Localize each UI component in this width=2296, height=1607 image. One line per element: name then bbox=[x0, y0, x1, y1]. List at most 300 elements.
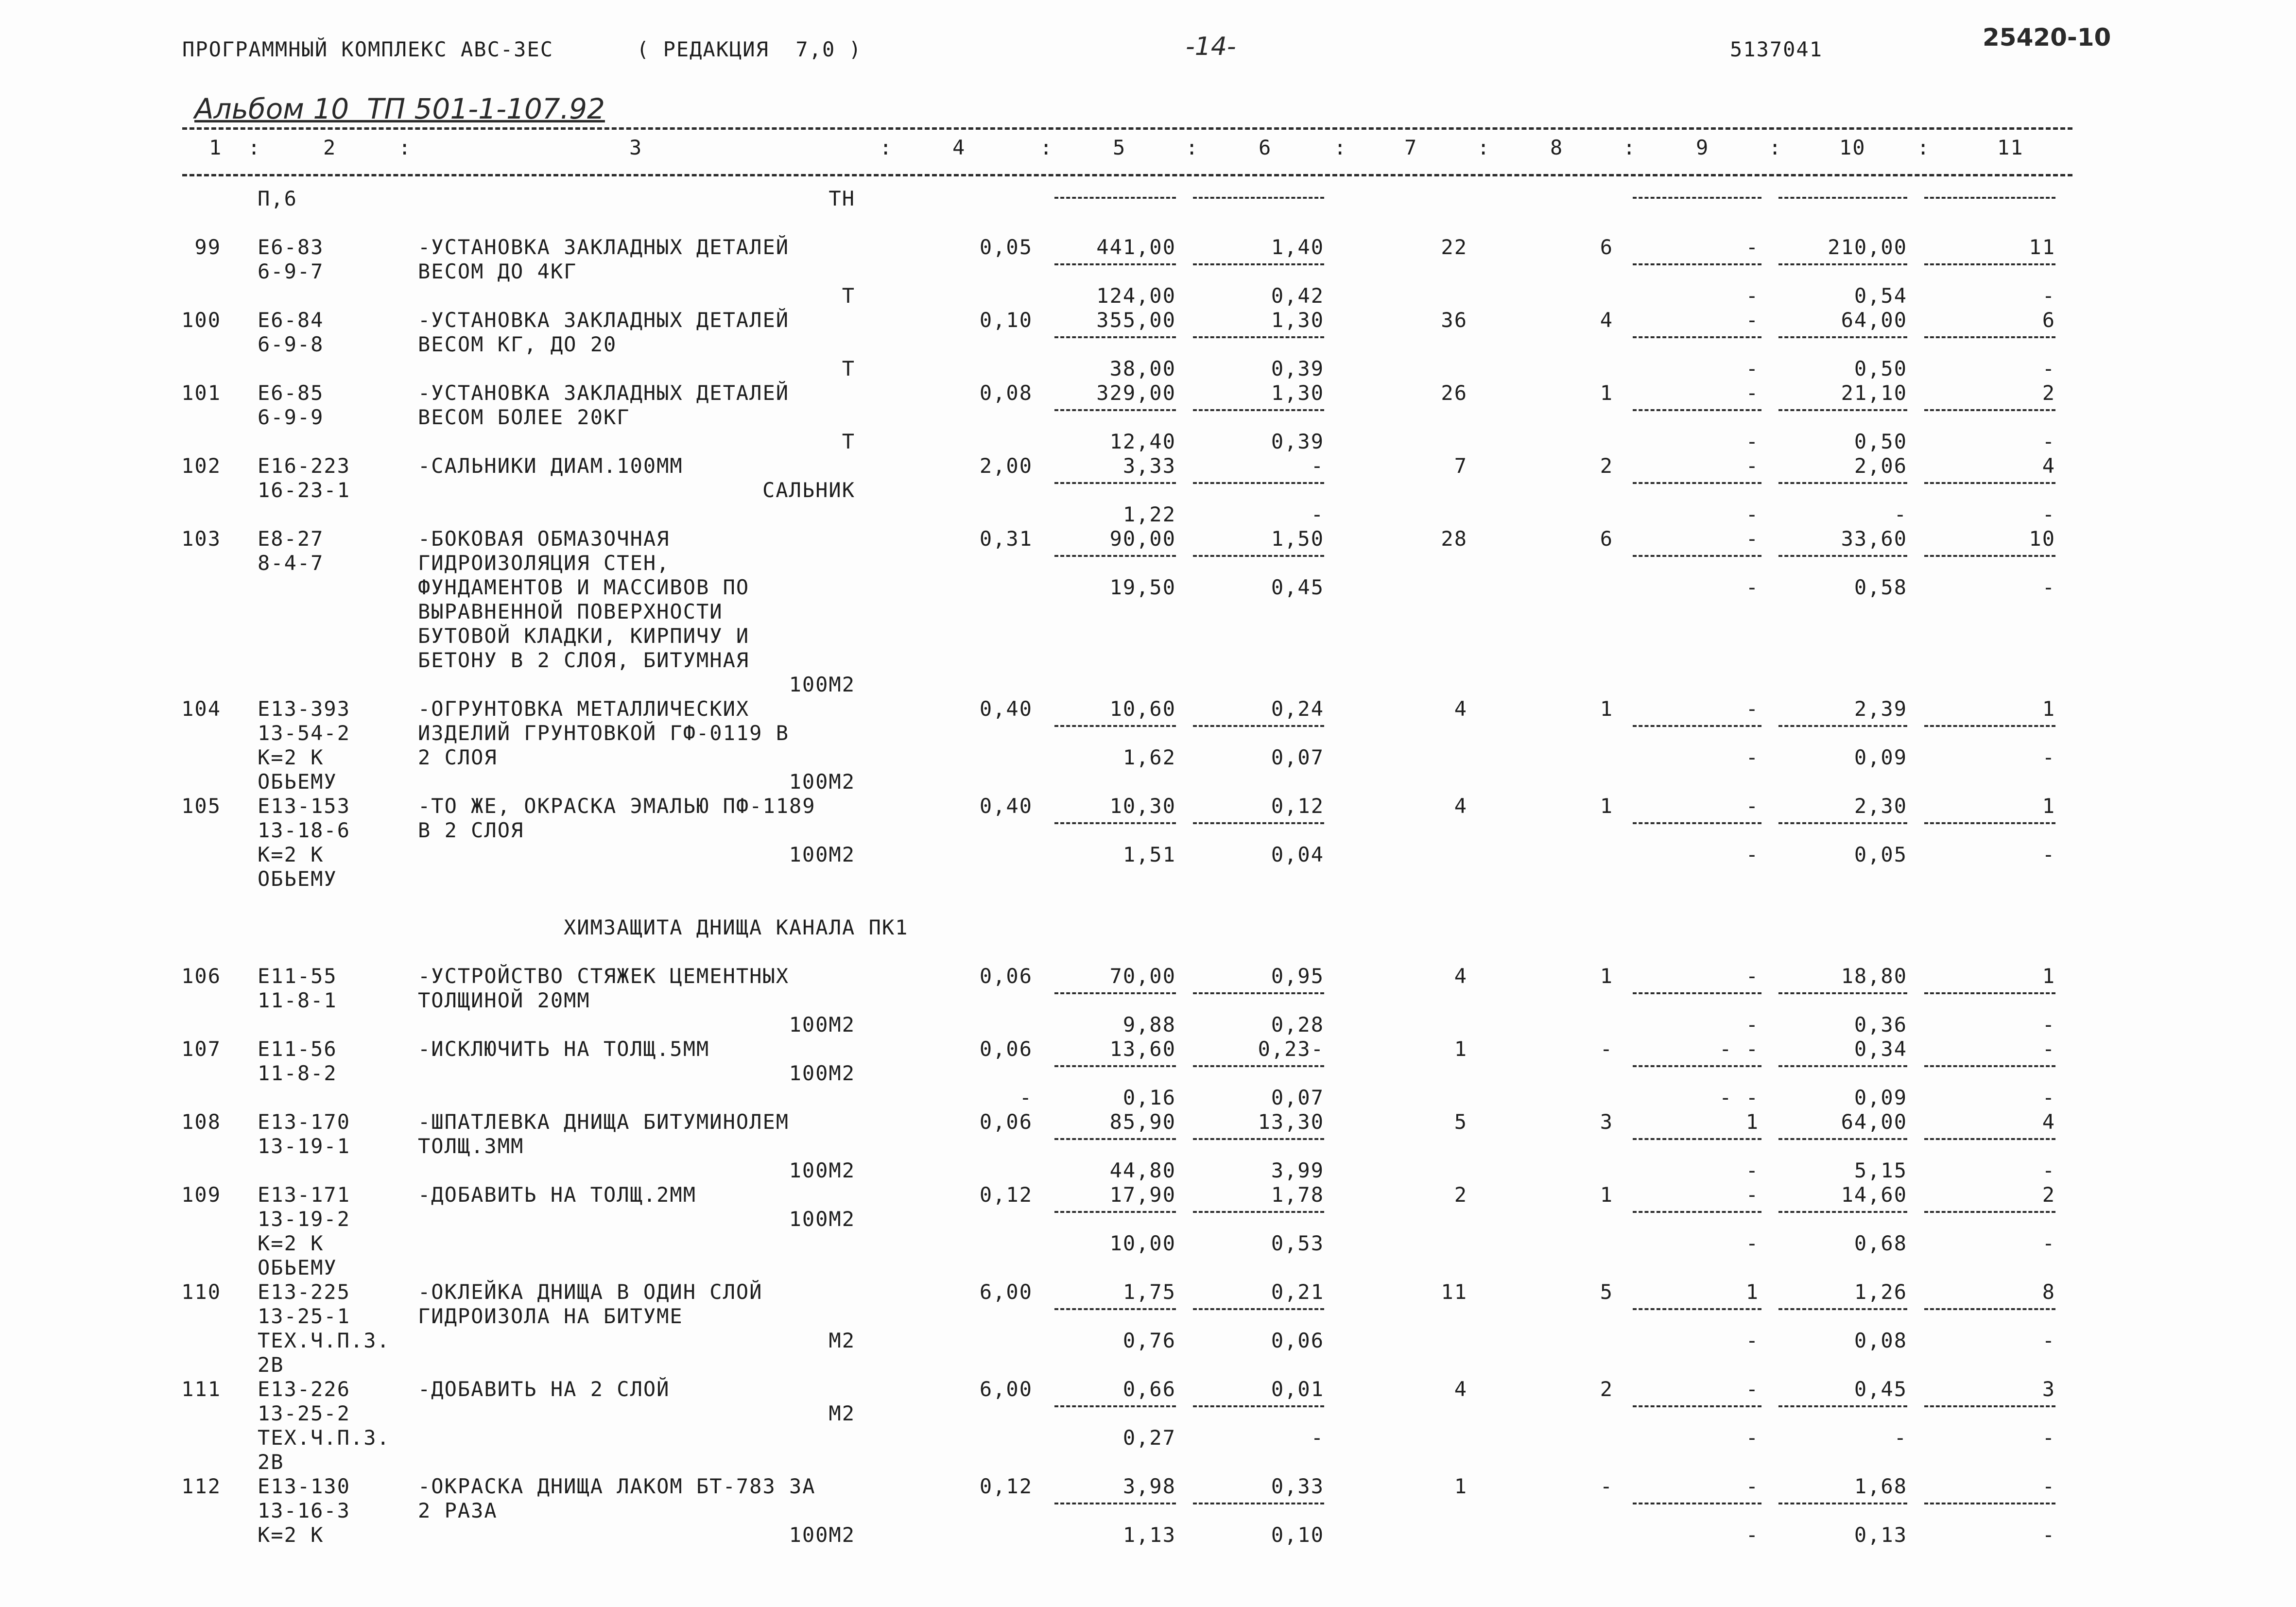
cell-c10: 14,60 bbox=[1841, 1183, 1907, 1207]
value-divider bbox=[1924, 555, 2055, 557]
cell-c9: - bbox=[1745, 843, 1759, 866]
value-divider bbox=[1633, 409, 1761, 411]
value-divider bbox=[1633, 555, 1761, 557]
cell-descr: ВЕСОМ КГ, ДО 20 bbox=[418, 332, 617, 356]
cell-c4: 0,31 bbox=[979, 527, 1033, 551]
cell-code: 11-8-1 bbox=[258, 988, 337, 1012]
cell-c5: 13,60 bbox=[1109, 1037, 1176, 1061]
cell-unit: Т bbox=[842, 284, 855, 308]
cell-descr: ГИДРОИЗОЛЯЦИЯ СТЕН, bbox=[418, 551, 670, 575]
cell-c5: 9,88 bbox=[1122, 1013, 1176, 1037]
cell-c6: 1,30 bbox=[1271, 308, 1324, 332]
cell-c11: - bbox=[2042, 843, 2055, 866]
cell-c6: 0,45 bbox=[1271, 575, 1324, 599]
cell-c10: - bbox=[1894, 502, 1907, 526]
cell-c6: 0,53 bbox=[1271, 1231, 1324, 1255]
cell-descr: -ДОБАВИТЬ НА ТОЛЩ.2ММ bbox=[418, 1183, 697, 1207]
cell-descr: -УСТАНОВКА ЗАКЛАДНЫХ ДЕТАЛЕЙ bbox=[418, 381, 790, 405]
cell-descr: 2 СЛОЯ bbox=[418, 745, 498, 769]
cell-c10: 0,09 bbox=[1854, 745, 1907, 769]
cell-c11: 1 bbox=[2042, 697, 2055, 721]
cell-code: Е13-226 bbox=[258, 1377, 351, 1401]
cell-unit: 100М2 bbox=[789, 1523, 855, 1547]
cell-c9: - bbox=[1745, 430, 1759, 453]
cell-code: 6-9-7 bbox=[258, 259, 324, 283]
cell-c7: 28 bbox=[1441, 527, 1467, 551]
cell-c11: 11 bbox=[2029, 235, 2055, 259]
cell-c11: 4 bbox=[2042, 454, 2055, 478]
cell-c10: 0,50 bbox=[1854, 357, 1907, 380]
cell-c9: - - bbox=[1719, 1037, 1759, 1061]
cell-unit: 100М2 bbox=[789, 1061, 855, 1085]
cell-c7: 4 bbox=[1454, 964, 1467, 988]
column-header-4: 4 bbox=[952, 136, 966, 159]
cell-c11: - bbox=[2042, 1013, 2055, 1037]
cell-n: 112 bbox=[181, 1474, 221, 1498]
value-divider bbox=[1054, 1503, 1176, 1504]
cell-c7: 4 bbox=[1454, 697, 1467, 721]
cell-descr: -УСТРОЙСТВО СТЯЖЕК ЦЕМЕНТНЫХ bbox=[418, 964, 790, 988]
value-divider bbox=[1633, 197, 1761, 199]
cell-c7: 4 bbox=[1454, 794, 1467, 818]
cell-c5: 3,98 bbox=[1122, 1474, 1176, 1498]
cell-c5: 3,33 bbox=[1122, 454, 1176, 478]
cell-c4: 0,06 bbox=[979, 1037, 1033, 1061]
value-divider bbox=[1193, 555, 1324, 557]
cell-c6: 13,30 bbox=[1258, 1110, 1324, 1134]
cell-c10: 0,58 bbox=[1854, 575, 1907, 599]
cell-c9: - bbox=[1745, 381, 1759, 405]
cell-c4: 0,05 bbox=[979, 235, 1033, 259]
value-divider bbox=[1193, 1211, 1324, 1213]
cell-c9: - bbox=[1745, 1377, 1759, 1401]
value-divider bbox=[1193, 1405, 1324, 1407]
cell-c4: 0,08 bbox=[979, 381, 1033, 405]
cell-c5: 0,16 bbox=[1122, 1086, 1176, 1109]
cell-c5: 44,80 bbox=[1109, 1158, 1176, 1182]
cell-c11: - bbox=[2042, 1329, 2055, 1352]
value-divider bbox=[1633, 1138, 1761, 1140]
cell-c10: 2,39 bbox=[1854, 697, 1907, 721]
value-divider bbox=[1924, 992, 2055, 994]
cell-c9: - bbox=[1745, 235, 1759, 259]
column-header-8: 8 bbox=[1550, 136, 1564, 159]
cell-c9: - bbox=[1745, 1426, 1759, 1450]
cell-c9: - bbox=[1745, 1474, 1759, 1498]
cell-c10: 0,34 bbox=[1854, 1037, 1907, 1061]
cell-n: 108 bbox=[181, 1110, 221, 1134]
value-divider bbox=[1633, 263, 1761, 265]
value-divider bbox=[1778, 336, 1907, 338]
cell-c9: - bbox=[1745, 454, 1759, 478]
cell-code: Е13-170 bbox=[258, 1110, 351, 1134]
value-divider bbox=[1193, 263, 1324, 265]
cell-c10: 0,13 bbox=[1854, 1523, 1907, 1547]
cell-c10: 2,06 bbox=[1854, 454, 1907, 478]
value-divider bbox=[1054, 1308, 1176, 1310]
cell-c6: 0,39 bbox=[1271, 430, 1324, 453]
cell-unit: 100М2 bbox=[789, 1013, 855, 1037]
cell-descr: -УСТАНОВКА ЗАКЛАДНЫХ ДЕТАЛЕЙ bbox=[418, 308, 790, 332]
value-divider bbox=[1924, 409, 2055, 411]
column-header-11: 11 bbox=[1997, 136, 2024, 159]
cell-c11: 3 bbox=[2042, 1377, 2055, 1401]
cell-c10: 18,80 bbox=[1841, 964, 1907, 988]
value-divider bbox=[1054, 1405, 1176, 1407]
cell-descr: -ИСКЛЮЧИТЬ НА ТОЛЩ.5ММ bbox=[418, 1037, 710, 1061]
cell-code: Е13-393 bbox=[258, 697, 351, 721]
cell-descr: -ОГРУНТОВКА МЕТАЛЛИЧЕСКИХ bbox=[418, 697, 750, 721]
column-separator: : bbox=[1334, 136, 1347, 159]
program-title: ПРОГРАММНЫЙ КОМПЛЕКС АВС-3ЕС bbox=[182, 37, 554, 61]
cell-descr: БЕТОНУ В 2 СЛОЯ, БИТУМНАЯ bbox=[418, 648, 750, 672]
value-divider bbox=[1054, 197, 1176, 199]
value-divider bbox=[1778, 822, 1907, 824]
cell-c11: - bbox=[2042, 1037, 2055, 1061]
cell-c9: - bbox=[1745, 794, 1759, 818]
value-divider bbox=[1193, 725, 1324, 727]
cell-c11: - bbox=[2042, 1231, 2055, 1255]
value-divider bbox=[1778, 992, 1907, 994]
cell-c10: 0,09 bbox=[1854, 1086, 1907, 1109]
cell-code: П,6 bbox=[258, 187, 297, 210]
cell-unit: ТН bbox=[829, 187, 855, 210]
cell-c11: - bbox=[2042, 284, 2055, 308]
cell-descr: БУТОВОЙ КЛАДКИ, КИРПИЧУ И bbox=[418, 624, 750, 648]
value-divider bbox=[1924, 1308, 2055, 1310]
cell-code: К=2 К bbox=[258, 745, 324, 769]
cell-c5: 19,50 bbox=[1109, 575, 1176, 599]
cell-code: Е11-55 bbox=[258, 964, 337, 988]
cell-c8: - bbox=[1600, 1037, 1613, 1061]
cell-unit: 100М2 bbox=[789, 843, 855, 866]
cell-descr: ИЗДЕЛИЙ ГРУНТОВКОЙ ГФ-0119 В bbox=[418, 721, 790, 745]
cell-c5: 10,00 bbox=[1109, 1231, 1176, 1255]
value-divider bbox=[1193, 1065, 1324, 1067]
cell-code: ОБЬЕМУ bbox=[258, 770, 337, 794]
value-divider bbox=[1193, 482, 1324, 484]
cell-c8: 3 bbox=[1600, 1110, 1613, 1134]
value-divider bbox=[1924, 822, 2055, 824]
cell-code: Е6-83 bbox=[258, 235, 324, 259]
cell-n: 100 bbox=[181, 308, 221, 332]
cell-n: 102 bbox=[181, 454, 221, 478]
value-divider bbox=[1633, 1405, 1761, 1407]
cell-c8: 1 bbox=[1600, 794, 1613, 818]
cell-c8: 2 bbox=[1600, 454, 1613, 478]
cell-code: Е13-153 bbox=[258, 794, 351, 818]
cell-c7: 11 bbox=[1441, 1280, 1467, 1304]
value-divider bbox=[1778, 1308, 1907, 1310]
cell-code: 13-18-6 bbox=[258, 818, 351, 842]
cell-c5: 38,00 bbox=[1109, 357, 1176, 380]
cell-c7: 1 bbox=[1454, 1037, 1467, 1061]
value-divider bbox=[1924, 263, 2055, 265]
cell-n: 101 bbox=[181, 381, 221, 405]
cell-c9: - - bbox=[1719, 1086, 1759, 1109]
page-number: -14- bbox=[1186, 32, 1236, 61]
cell-unit: 100М2 bbox=[789, 1158, 855, 1182]
cell-c4: 0,12 bbox=[979, 1474, 1033, 1498]
value-divider bbox=[1193, 1503, 1324, 1504]
cell-c6: 1,30 bbox=[1271, 381, 1324, 405]
column-header-2: 2 bbox=[323, 136, 337, 159]
cell-c7: 5 bbox=[1454, 1110, 1467, 1134]
cell-descr: -САЛЬНИКИ ДИАМ.100ММ bbox=[418, 454, 683, 478]
cell-c9: - bbox=[1745, 697, 1759, 721]
value-divider bbox=[1633, 482, 1761, 484]
value-divider bbox=[1924, 197, 2055, 199]
value-divider bbox=[1778, 409, 1907, 411]
column-separator: : bbox=[1186, 136, 1199, 159]
value-divider bbox=[1633, 1308, 1761, 1310]
cell-c6: 0,07 bbox=[1271, 745, 1324, 769]
cell-code: 6-9-8 bbox=[258, 332, 324, 356]
cell-code: Е6-85 bbox=[258, 381, 324, 405]
cell-c9: - bbox=[1745, 1231, 1759, 1255]
cell-n: 104 bbox=[181, 697, 221, 721]
cell-descr: ТОЛЩИНОЙ 20ММ bbox=[418, 988, 590, 1012]
cell-c11: - bbox=[2042, 1158, 2055, 1182]
cell-c11: 8 bbox=[2042, 1280, 2055, 1304]
cell-code: Е16-223 bbox=[258, 454, 351, 478]
cell-c8: 1 bbox=[1600, 697, 1613, 721]
value-divider bbox=[1924, 1405, 2055, 1407]
cell-code: 13-25-2 bbox=[258, 1401, 351, 1425]
cell-c11: 2 bbox=[2042, 381, 2055, 405]
column-separator: : bbox=[398, 136, 412, 159]
cell-c6: 0,06 bbox=[1271, 1329, 1324, 1352]
value-divider bbox=[1778, 1065, 1907, 1067]
cell-unit: 100М2 bbox=[789, 1207, 855, 1231]
column-separator: : bbox=[1917, 136, 1931, 159]
cell-c10: 2,30 bbox=[1854, 794, 1907, 818]
value-divider bbox=[1193, 1138, 1324, 1140]
cell-unit: Т bbox=[842, 357, 855, 380]
cell-code: Е13-225 bbox=[258, 1280, 351, 1304]
value-divider bbox=[1633, 1503, 1761, 1504]
cell-descr: ВЕСОМ БОЛЕЕ 20КГ bbox=[418, 405, 630, 429]
cell-c10: 0,36 bbox=[1854, 1013, 1907, 1037]
cell-code: 2В bbox=[258, 1353, 284, 1377]
cell-c4: 0,40 bbox=[979, 794, 1033, 818]
column-header-6: 6 bbox=[1259, 136, 1272, 159]
cell-c9: - bbox=[1745, 1329, 1759, 1352]
cell-c4: 0,12 bbox=[979, 1183, 1033, 1207]
cell-c6: 0,95 bbox=[1271, 964, 1324, 988]
cell-c11: 2 bbox=[2042, 1183, 2055, 1207]
cell-c6: 0,21 bbox=[1271, 1280, 1324, 1304]
cell-n: 99 bbox=[194, 235, 221, 259]
cell-c11: - bbox=[2042, 1426, 2055, 1450]
cell-descr: ГИДРОИЗОЛА НА БИТУМЕ bbox=[418, 1304, 683, 1328]
cell-c8: 1 bbox=[1600, 964, 1613, 988]
cell-code: 16-23-1 bbox=[258, 478, 351, 502]
cell-code: ТЕХ.Ч.П.3. bbox=[258, 1426, 390, 1450]
cell-c6: 0,10 bbox=[1271, 1523, 1324, 1547]
column-separator: : bbox=[1477, 136, 1491, 159]
cell-c8: 1 bbox=[1600, 1183, 1613, 1207]
cell-n: 107 bbox=[181, 1037, 221, 1061]
cell-c6: 0,39 bbox=[1271, 357, 1324, 380]
value-divider bbox=[1054, 725, 1176, 727]
value-divider bbox=[1778, 1211, 1907, 1213]
cell-c9: - bbox=[1745, 502, 1759, 526]
value-divider bbox=[1193, 336, 1324, 338]
cell-unit: М2 bbox=[829, 1329, 855, 1352]
cell-c11: 6 bbox=[2042, 308, 2055, 332]
cell-c6: - bbox=[1311, 502, 1324, 526]
cell-c6: 0,23- bbox=[1258, 1037, 1324, 1061]
cell-c4: 6,00 bbox=[979, 1377, 1033, 1401]
column-header-rule bbox=[182, 174, 2072, 176]
edition-label: ( РЕДАКЦИЯ 7,0 ) bbox=[637, 37, 862, 61]
cell-c4: 0,06 bbox=[979, 964, 1033, 988]
cell-c11: - bbox=[2042, 745, 2055, 769]
cell-code: 11-8-2 bbox=[258, 1061, 337, 1085]
value-divider bbox=[1193, 409, 1324, 411]
cell-code: 13-25-1 bbox=[258, 1304, 351, 1328]
cell-c5: 10,60 bbox=[1109, 697, 1176, 721]
value-divider bbox=[1633, 336, 1761, 338]
album-reference: Альбом 10 ТП 501-1-107.92 bbox=[194, 92, 605, 125]
value-divider bbox=[1054, 822, 1176, 824]
cell-c5: 329,00 bbox=[1096, 381, 1176, 405]
cell-c10: 21,10 bbox=[1841, 381, 1907, 405]
doc-code: 5137041 bbox=[1730, 37, 1823, 61]
cell-c11: - bbox=[2042, 502, 2055, 526]
cell-code: Е8-27 bbox=[258, 527, 324, 551]
column-separator: : bbox=[880, 136, 893, 159]
cell-unit: САЛЬНИК bbox=[762, 478, 855, 502]
cell-c6: 0,04 bbox=[1271, 843, 1324, 866]
cell-c6: 1,40 bbox=[1271, 235, 1324, 259]
cell-c5: 355,00 bbox=[1096, 308, 1176, 332]
cell-code: ТЕХ.Ч.П.3. bbox=[258, 1329, 390, 1352]
cell-descr: ФУНДАМЕНТОВ И МАССИВОВ ПО bbox=[418, 575, 750, 599]
cell-c6: 0,42 bbox=[1271, 284, 1324, 308]
cell-c6: 0,12 bbox=[1271, 794, 1324, 818]
cell-c10: 210,00 bbox=[1828, 235, 1907, 259]
cell-c5: 1,62 bbox=[1122, 745, 1176, 769]
value-divider bbox=[1054, 555, 1176, 557]
value-divider bbox=[1924, 1211, 2055, 1213]
value-divider bbox=[1778, 263, 1907, 265]
cell-c5: 1,75 bbox=[1122, 1280, 1176, 1304]
cell-c9: - bbox=[1745, 527, 1759, 551]
cell-c10: 1,68 bbox=[1854, 1474, 1907, 1498]
cell-descr: -ТО ЖЕ, ОКРАСКА ЭМАЛЬЮ ПФ-1189 bbox=[418, 794, 816, 818]
cell-unit: М2 bbox=[829, 1401, 855, 1425]
column-header-1: 1 bbox=[209, 136, 223, 159]
cell-c9: - bbox=[1745, 745, 1759, 769]
cell-c9: - bbox=[1745, 308, 1759, 332]
cell-c10: 1,26 bbox=[1854, 1280, 1907, 1304]
cell-descr: В 2 СЛОЯ bbox=[418, 818, 524, 842]
cell-n: 110 bbox=[181, 1280, 221, 1304]
cell-c5: 12,40 bbox=[1109, 430, 1176, 453]
cell-c11: - bbox=[2042, 575, 2055, 599]
cell-c8: 4 bbox=[1600, 308, 1613, 332]
column-header-3: 3 bbox=[629, 136, 643, 159]
cell-c10: 5,15 bbox=[1854, 1158, 1907, 1182]
value-divider bbox=[1054, 263, 1176, 265]
cell-c7: 1 bbox=[1454, 1474, 1467, 1498]
cell-descr: -УСТАНОВКА ЗАКЛАДНЫХ ДЕТАЛЕЙ bbox=[418, 235, 790, 259]
cell-c9: - bbox=[1745, 357, 1759, 380]
cell-c4: 2,00 bbox=[979, 454, 1033, 478]
cell-c6: 0,24 bbox=[1271, 697, 1324, 721]
cell-c11: 4 bbox=[2042, 1110, 2055, 1134]
cell-code: Е13-171 bbox=[258, 1183, 351, 1207]
value-divider bbox=[1054, 992, 1176, 994]
cell-c4: 0,10 bbox=[979, 308, 1033, 332]
archive-stamp: 25420-10 bbox=[1983, 23, 2111, 52]
value-divider bbox=[1054, 409, 1176, 411]
value-divider bbox=[1054, 482, 1176, 484]
cell-c8: 6 bbox=[1600, 235, 1613, 259]
cell-c10: 0,68 bbox=[1854, 1231, 1907, 1255]
cell-code: 13-19-2 bbox=[258, 1207, 351, 1231]
cell-descr: -БОКОВАЯ ОБМАЗОЧНАЯ bbox=[418, 527, 670, 551]
cell-c4: 0,06 bbox=[979, 1110, 1033, 1134]
cell-code: ОБЬЕМУ bbox=[258, 867, 337, 891]
cell-c5: 85,90 bbox=[1109, 1110, 1176, 1134]
cell-c8: 5 bbox=[1600, 1280, 1613, 1304]
cell-c5: 90,00 bbox=[1109, 527, 1176, 551]
cell-c9: - bbox=[1745, 284, 1759, 308]
value-divider bbox=[1633, 822, 1761, 824]
cell-c6: - bbox=[1311, 1426, 1324, 1450]
cell-c10: 0,50 bbox=[1854, 430, 1907, 453]
value-divider bbox=[1924, 725, 2055, 727]
cell-c10: 33,60 bbox=[1841, 527, 1907, 551]
cell-c5: 1,22 bbox=[1122, 502, 1176, 526]
cell-c5: 441,00 bbox=[1096, 235, 1176, 259]
cell-c8: 2 bbox=[1600, 1377, 1613, 1401]
cell-c9: - bbox=[1745, 1523, 1759, 1547]
cell-c10: 0,05 bbox=[1854, 843, 1907, 866]
table-top-rule bbox=[182, 127, 2072, 130]
value-divider bbox=[1778, 725, 1907, 727]
cell-c10: 0,08 bbox=[1854, 1329, 1907, 1352]
cell-code: К=2 К bbox=[258, 843, 324, 866]
value-divider bbox=[1193, 1308, 1324, 1310]
cell-c7: 36 bbox=[1441, 308, 1467, 332]
cell-c11: - bbox=[2042, 1474, 2055, 1498]
cell-c5: 0,66 bbox=[1122, 1377, 1176, 1401]
cell-c10: - bbox=[1894, 1426, 1907, 1450]
cell-c8: 1 bbox=[1600, 381, 1613, 405]
cell-c9: 1 bbox=[1745, 1280, 1759, 1304]
value-divider bbox=[1778, 197, 1907, 199]
cell-code: 8-4-7 bbox=[258, 551, 324, 575]
cell-n: 103 bbox=[181, 527, 221, 551]
cell-c5: 10,30 bbox=[1109, 794, 1176, 818]
section-title: ХИМЗАЩИТА ДНИЩА КАНАЛА ПК1 bbox=[564, 916, 909, 939]
column-separator: : bbox=[1769, 136, 1782, 159]
cell-c11: 1 bbox=[2042, 794, 2055, 818]
cell-code: Е13-130 bbox=[258, 1474, 351, 1498]
column-header-9: 9 bbox=[1696, 136, 1709, 159]
cell-c5: 1,13 bbox=[1122, 1523, 1176, 1547]
cell-c11: - bbox=[2042, 357, 2055, 380]
cell-c5: 17,90 bbox=[1109, 1183, 1176, 1207]
value-divider bbox=[1924, 1138, 2055, 1140]
value-divider bbox=[1193, 992, 1324, 994]
value-divider bbox=[1193, 197, 1324, 199]
cell-c10: 0,54 bbox=[1854, 284, 1907, 308]
